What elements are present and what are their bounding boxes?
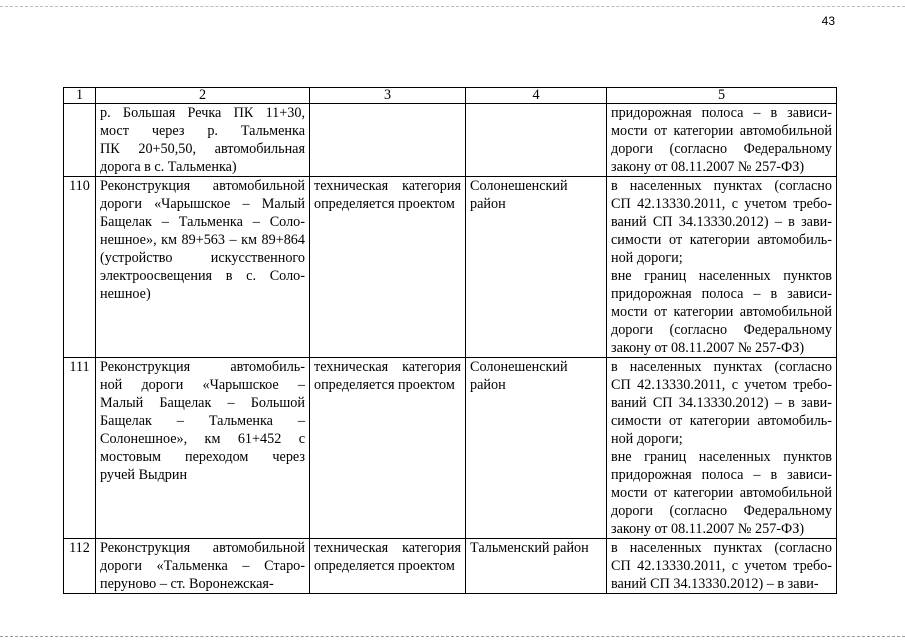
- text-line: дороги (согласно Федеральному: [611, 141, 832, 157]
- text-line: ПК 20+50,50, автомобильная: [100, 141, 305, 157]
- text-line: вне границ населенных пунктов: [611, 268, 832, 284]
- object-cell: [96, 539, 310, 594]
- text-line: Тальменский район: [470, 540, 589, 556]
- row-number-cell: [64, 104, 96, 177]
- row-number-cell: 112: [64, 539, 96, 594]
- text-line: придорожная полоса – в зависи-: [611, 286, 832, 302]
- row-number-cell: 110: [64, 177, 96, 358]
- table-row: [64, 104, 837, 177]
- text-line: р. Большая Речка ПК 11+30,: [100, 105, 305, 121]
- text-line: закону от 08.11.2007 № 257-ФЗ): [611, 159, 805, 175]
- text-line: электроосвещения в с. Соло-: [100, 268, 305, 284]
- column-header-2: 2: [96, 88, 310, 104]
- text-line: район: [470, 196, 506, 212]
- text-line: дороги «Тальменка – Старо-: [100, 558, 305, 574]
- text-line: симости от категории автомобиль-: [611, 413, 832, 429]
- table-row: [64, 539, 837, 594]
- column-header-1: 1: [64, 88, 96, 104]
- location-cell: [466, 358, 607, 539]
- text-line: закону от 08.11.2007 № 257-ФЗ): [611, 340, 805, 356]
- text-line: ваний СП 34.13330.2012) – в зави-: [611, 395, 832, 411]
- text-line: в населенных пунктах (согласно: [611, 540, 832, 556]
- text-line: ваний СП 34.13330.2012) – в зави-: [611, 576, 819, 592]
- text-line: СП 42.13330.2011, с учетом требо-: [611, 196, 832, 212]
- text-line: Реконструкция автомобильной: [100, 178, 305, 194]
- text-line: Бащелак – Тальменка –: [100, 413, 305, 429]
- text-line: ручей Выдрин: [100, 467, 188, 483]
- zone-cell: [607, 177, 837, 358]
- page-number: 43: [821, 14, 835, 28]
- document-table: [63, 87, 837, 594]
- text-line: техническая категория: [314, 178, 461, 194]
- text-line: СП 42.13330.2011, с учетом требо-: [611, 377, 832, 393]
- zone-cell: [607, 104, 837, 177]
- text-line: (устройство искусственного: [100, 250, 305, 266]
- characteristic-cell: [310, 539, 466, 594]
- text-line: дороги «Чарышское – Малый: [100, 196, 305, 212]
- location-cell: [466, 539, 607, 594]
- text-line: ной дороги;: [611, 250, 683, 266]
- text-line: Солонешенский: [470, 178, 568, 194]
- text-line: мости от категории автомобильной: [611, 304, 832, 320]
- table-body: [64, 104, 837, 594]
- text-line: СП 42.13330.2011, с учетом требо-: [611, 558, 832, 574]
- text-line: вне границ населенных пунктов: [611, 449, 832, 465]
- text-line: перуново – ст. Воронежская-: [100, 576, 274, 592]
- table-row: [64, 177, 837, 358]
- characteristic-cell: [310, 104, 466, 177]
- text-line: район: [470, 377, 506, 393]
- row-number-cell: 111: [64, 358, 96, 539]
- text-line: техническая категория: [314, 540, 461, 556]
- text-line: в населенных пунктах (согласно: [611, 359, 832, 375]
- text-line: техническая категория: [314, 359, 461, 375]
- table-row: [64, 358, 837, 539]
- text-line: дороги (согласно Федеральному: [611, 322, 832, 338]
- text-line: закону от 08.11.2007 № 257-ФЗ): [611, 521, 805, 537]
- characteristic-cell: [310, 177, 466, 358]
- text-line: Солонешное», км 61+452 с: [100, 431, 305, 447]
- text-line: придорожная полоса – в зависи-: [611, 105, 832, 121]
- text-line: определяется проектом: [314, 377, 455, 393]
- text-line: мост через р. Тальменка: [100, 123, 305, 139]
- text-line: Малый Бащелак – Большой: [100, 395, 305, 411]
- text-line: ваний СП 34.13330.2012) – в зави-: [611, 214, 832, 230]
- text-line: мостовым переходом через: [100, 449, 305, 465]
- text-line: определяется проектом: [314, 558, 455, 574]
- text-line: нешное): [100, 286, 151, 302]
- characteristic-cell: [310, 358, 466, 539]
- text-line: мости от категории автомобильной: [611, 485, 832, 501]
- column-header-5: 5: [607, 88, 837, 104]
- scan-top-edge: [0, 6, 905, 7]
- text-line: в населенных пунктах (согласно: [611, 178, 832, 194]
- object-cell: [96, 104, 310, 177]
- text-line: Реконструкция автомобильной: [100, 540, 305, 556]
- location-cell: [466, 104, 607, 177]
- text-line: Реконструкция автомобиль-: [100, 359, 305, 375]
- text-line: Солонешенский: [470, 359, 568, 375]
- zone-cell: [607, 358, 837, 539]
- text-line: симости от категории автомобиль-: [611, 232, 832, 248]
- text-line: придорожная полоса – в зависи-: [611, 467, 832, 483]
- text-line: ной дороги;: [611, 431, 683, 447]
- text-line: нешное», км 89+563 – км 89+864: [100, 232, 305, 248]
- column-header-4: 4: [466, 88, 607, 104]
- table-header-row: [64, 88, 837, 104]
- zone-cell: [607, 539, 837, 594]
- scan-bottom-edge: [0, 636, 905, 637]
- column-header-3: 3: [310, 88, 466, 104]
- object-cell: [96, 177, 310, 358]
- text-line: мости от категории автомобильной: [611, 123, 832, 139]
- text-line: дороги (согласно Федеральному: [611, 503, 832, 519]
- location-cell: [466, 177, 607, 358]
- text-line: дорога в с. Тальменка): [100, 159, 237, 175]
- text-line: определяется проектом: [314, 196, 455, 212]
- text-line: Бащелак – Тальменка – Соло-: [100, 214, 305, 230]
- object-cell: [96, 358, 310, 539]
- text-line: ной дороги «Чарышское –: [100, 377, 305, 393]
